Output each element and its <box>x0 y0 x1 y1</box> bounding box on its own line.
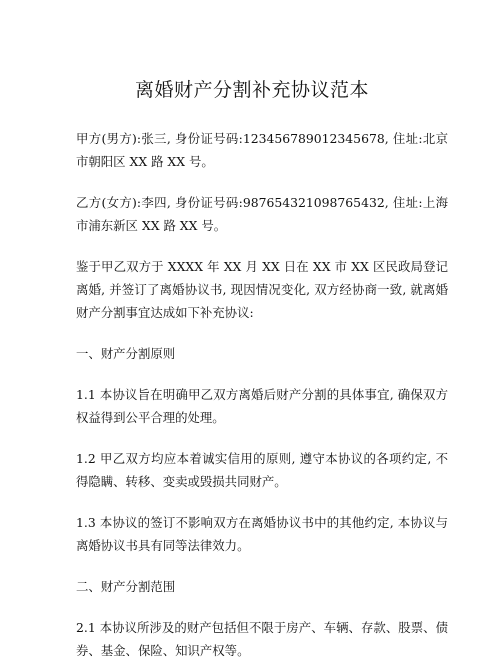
clause-1-2: 1.2 甲乙双方均应本着诚实信用的原则, 遵守本协议的各项约定, 不得隐瞒、转移、变卖或毁损共同财产。 <box>76 451 448 489</box>
section-heading-2: 二、财产分割范围 <box>76 579 176 594</box>
section-heading-1: 一、财产分割原则 <box>76 346 176 361</box>
party-b-info: 乙方(女方):李四, 身份证号码:987654321098765432, 住址:上海市浦东新区 XX 路 XX 号。 <box>76 195 448 233</box>
clause-1-3: 1.3 本协议的签订不影响双方在离婚协议书中的其他约定, 本协议与离婚协议书具有同等法律效力。 <box>76 515 448 553</box>
clause-1-1: 1.1 本协议旨在明确甲乙双方离婚后财产分割的具体事宜, 确保双方权益得到公平合理的处理。 <box>76 387 448 425</box>
clause-2-1: 2.1 本协议所涉及的财产包括但不限于房产、车辆、存款、股票、债券、基金、保险、知识产权等。 <box>76 620 448 658</box>
document-title: 离婚财产分割补充协议范本 <box>134 79 369 101</box>
party-a-info: 甲方(男方):张三, 身份证号码:123456789012345678, 住址:北京市朝阳区 XX 路 XX 号。 <box>76 131 448 169</box>
preamble: 鉴于甲乙双方于 XXXX 年 XX 月 XX 日在 XX 市 XX 区民政局登记离婚, 并签订了离婚协议书, 现因情况变化, 双方经协商一致, 就离婚财产分割事宜达成如下补充协议: <box>76 259 448 320</box>
